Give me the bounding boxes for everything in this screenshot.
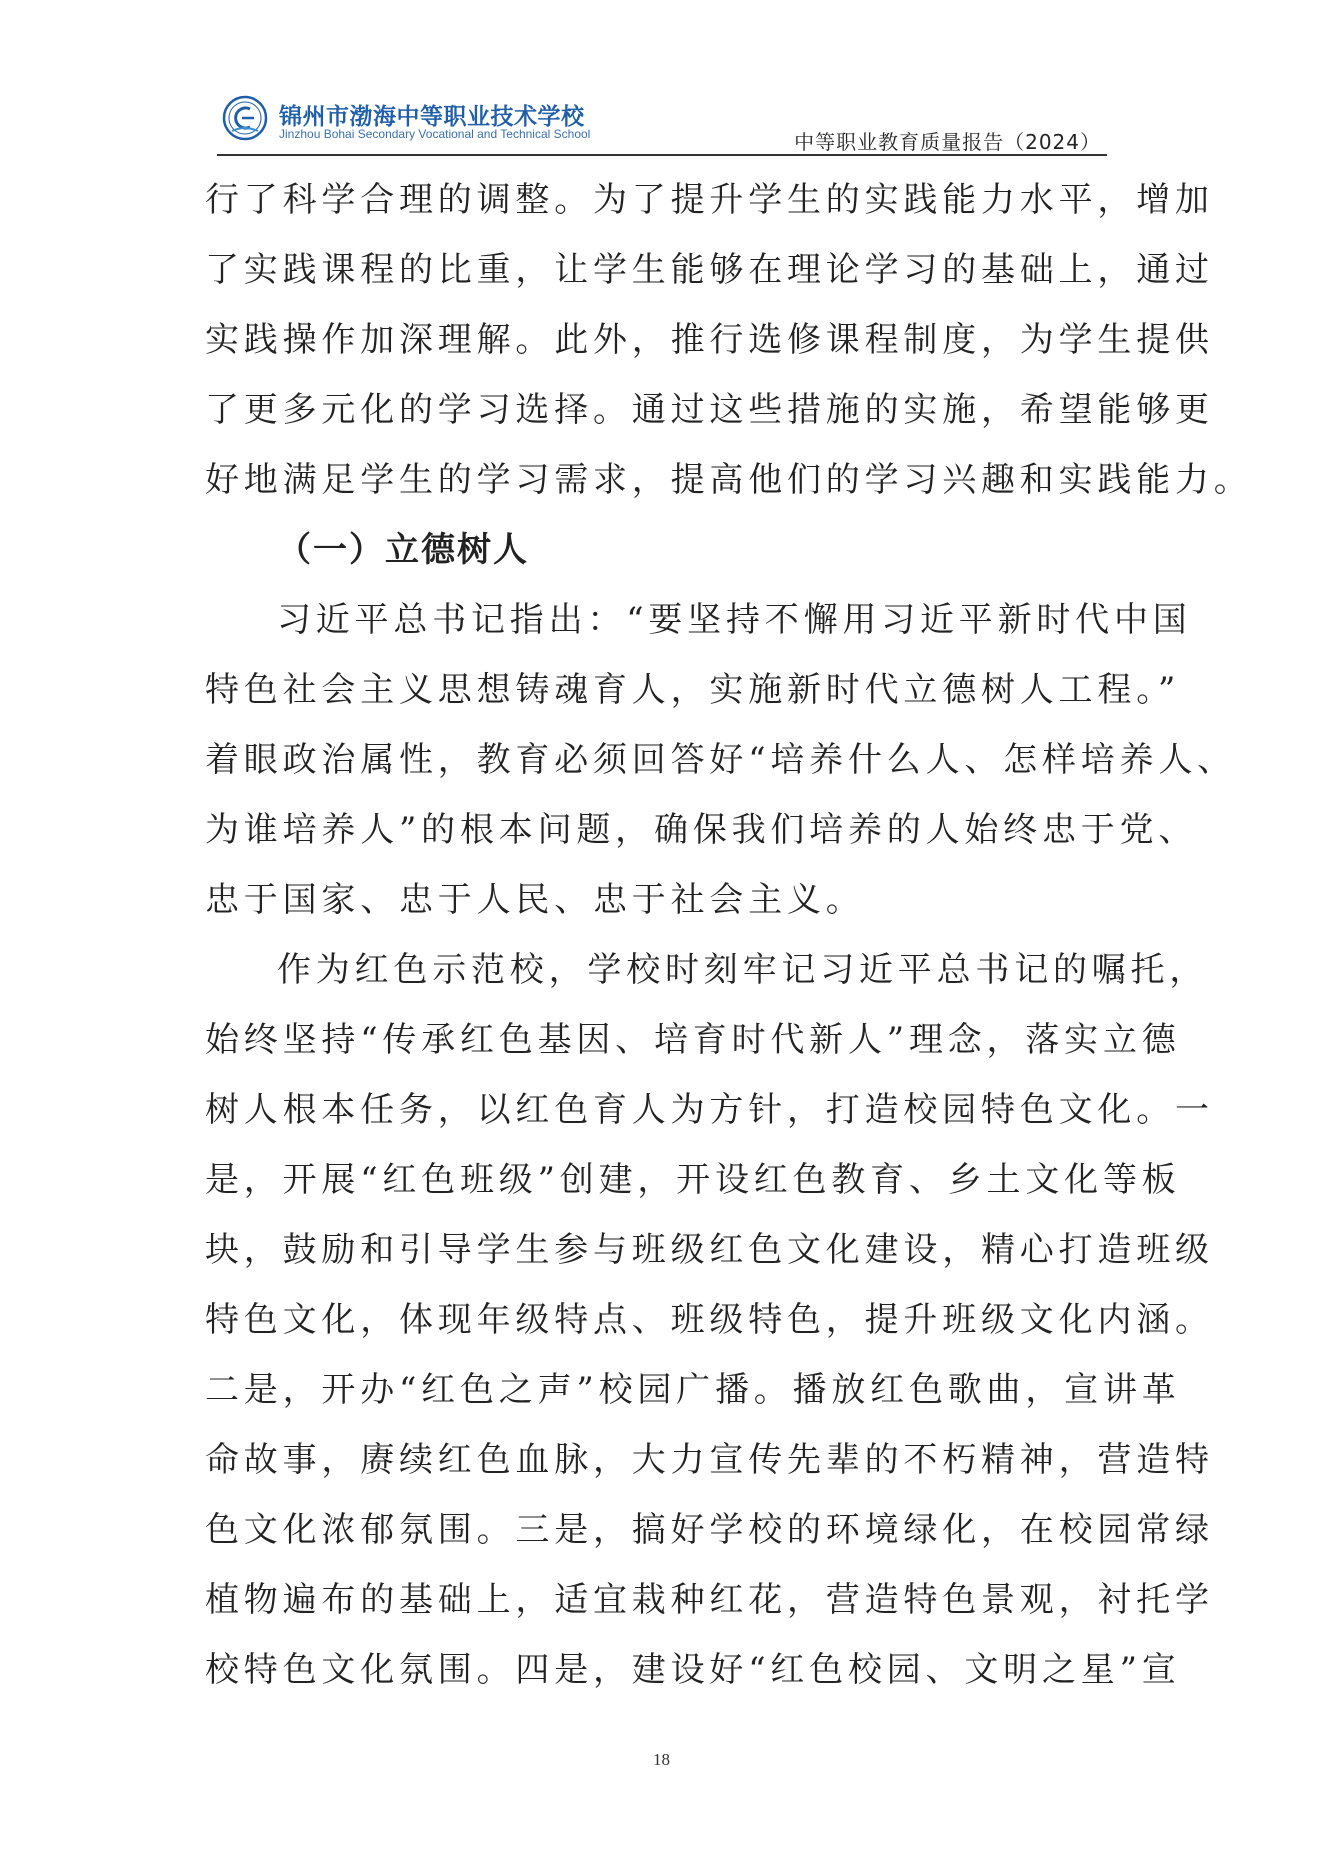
header-divider [217, 154, 1107, 156]
text-line: 忠于国家、忠于人民、忠于社会主义。 [205, 880, 865, 920]
page-header [217, 88, 1107, 154]
text-line: 作为红色示范校，学校时刻牢记习近平总书记的嘱托， [277, 950, 1209, 990]
paragraph-red-culture [205, 935, 1214, 1705]
report-title: 中等职业教育质量报告（2024） [794, 130, 1101, 154]
page-number: 18 [653, 1750, 670, 1769]
text-line: 行了科学合理的调整。为了提升学生的实践能力水平，增加 [205, 180, 1214, 220]
paragraph-continued [205, 165, 1253, 515]
text-line: 了更多元化的学习选择。通过这些措施的实施，希望能够更 [205, 390, 1214, 430]
text-line: 特色文化，体现年级特点、班级特色，提升班级文化内涵。 [205, 1300, 1214, 1340]
text-line: 为谁培养人”的根本问题，确保我们培养的人始终忠于党、 [205, 810, 1198, 850]
paragraph-quote [205, 585, 1236, 935]
school-name-english: Jinzhou Bohai Secondary Vocational and Technical School [279, 127, 591, 141]
document-body [205, 165, 1253, 1705]
text-line: 植物遍布的基础上，适宜栽种红花，营造特色景观，衬托学 [205, 1580, 1214, 1620]
text-line: 命故事，赓续红色血脉，大力宣传先辈的不朽精神，营造特 [205, 1440, 1214, 1480]
text-line: 着眼政治属性，教育必须回答好“培养什么人、怎样培养人、 [205, 740, 1236, 780]
text-line: 二是，开办“红色之声”校园广播。播放红色歌曲，宣讲革 [205, 1370, 1181, 1410]
text-line: 了实践课程的比重，让学生能够在理论学习的基础上，通过 [205, 250, 1214, 290]
text-line: 块，鼓励和引导学生参与班级红色文化建设，精心打造班级 [205, 1230, 1214, 1270]
section-heading: （一）立德树人 [277, 530, 529, 570]
text-line: 色文化浓郁氛围。三是，搞好学校的环境绿化，在校园常绿 [205, 1510, 1214, 1550]
text-line: 好地满足学生的学习需求，提高他们的学习兴趣和实践能力。 [205, 460, 1253, 500]
school-name: 锦州市渤海中等职业技术学校 [279, 104, 585, 130]
text-line: 特色社会主义思想铸魂育人，实施新时代立德树人工程。” [205, 670, 1181, 710]
text-line: 是，开展“红色班级”创建，开设红色教育、乡土文化等板 [205, 1160, 1181, 1200]
text-line: 习近平总书记指出：“要坚持不懈用习近平新时代中国 [277, 600, 1192, 640]
text-line: 实践操作加深理解。此外，推行选修课程制度，为学生提供 [205, 320, 1214, 360]
text-line: 始终坚持“传承红色基因、培育时代新人”理念，落实立德 [205, 1020, 1181, 1060]
text-line: 树人根本任务，以红色育人为方针，打造校园特色文化。一 [205, 1090, 1214, 1130]
text-line: 校特色文化氛围。四是，建设好“红色校园、文明之星”宣 [205, 1650, 1181, 1690]
school-emblem-icon [222, 95, 268, 141]
